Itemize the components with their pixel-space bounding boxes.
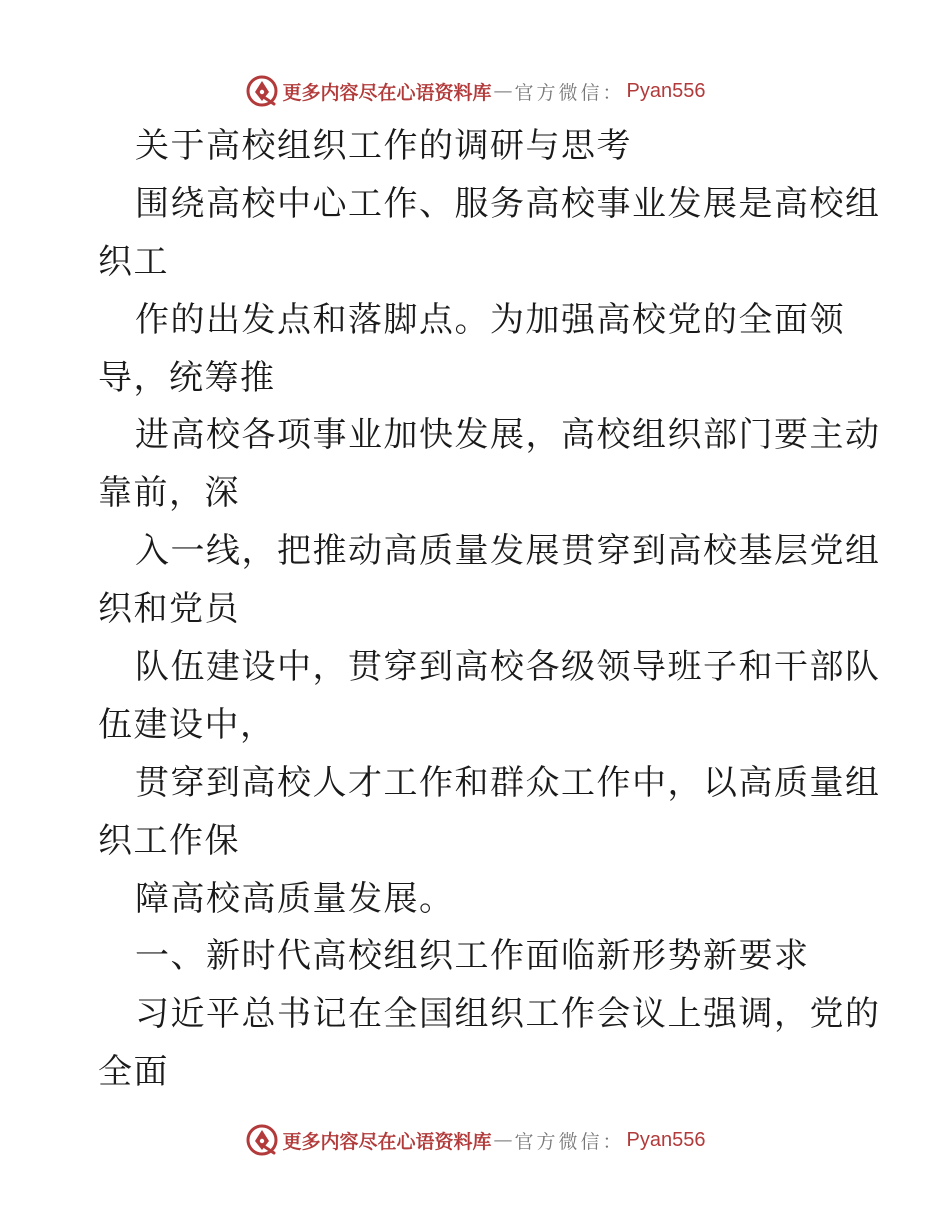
footer-watermark (0, 1120, 950, 1160)
text-line: 围绕高校中心工作、服务高校事业发展是高校组 (135, 183, 881, 224)
text-line: 习近平总书记在全国组织工作会议上强调，党的 (135, 994, 881, 1035)
pen-nib-circle-icon (245, 1123, 279, 1157)
watermark-site-text: 更多内容尽在心语资料库 (282, 81, 492, 104)
watermark-account: Pyan556 (626, 1128, 706, 1151)
section-heading: 一、新时代高校组织工作面临新形势新要求 (135, 936, 810, 977)
text-line: 队伍建设中，贯穿到高校各级领导班子和干部队 (135, 647, 881, 688)
watermark-wechat-label: 官方微信： (514, 1130, 625, 1153)
watermark-site-text: 更多内容尽在心语资料库 (282, 1130, 492, 1153)
text-line: 织和党员 (98, 589, 240, 630)
watermark-dash: — (493, 80, 513, 102)
text-line: 靠前，深 (98, 473, 240, 514)
watermark-account: Pyan556 (626, 79, 706, 102)
header-watermark (0, 71, 950, 111)
text-line: 全面 (98, 1052, 169, 1093)
text-line: 伍建设中， (98, 704, 276, 745)
text-line: 贯穿到高校人才工作和群众工作中，以高质量组 (135, 762, 881, 803)
text-line: 织工 (98, 241, 169, 282)
document-body (98, 118, 881, 1102)
pen-nib-circle-icon (245, 74, 279, 108)
text-line: 导，统筹推 (98, 357, 276, 398)
text-line: 入一线，把推动高质量发展贯穿到高校基层党组 (135, 531, 881, 572)
watermark-dash: — (493, 1129, 513, 1151)
text-line: 织工作保 (98, 820, 240, 861)
text-line: 障高校高质量发展。 (135, 878, 455, 919)
text-line: 作的出发点和落脚点。为加强高校党的全面领 (135, 299, 845, 340)
document-title: 关于高校组织工作的调研与思考 (135, 126, 632, 166)
watermark-wechat-label: 官方微信： (514, 81, 625, 104)
text-line: 进高校各项事业加快发展，高校组织部门要主动 (135, 415, 881, 456)
